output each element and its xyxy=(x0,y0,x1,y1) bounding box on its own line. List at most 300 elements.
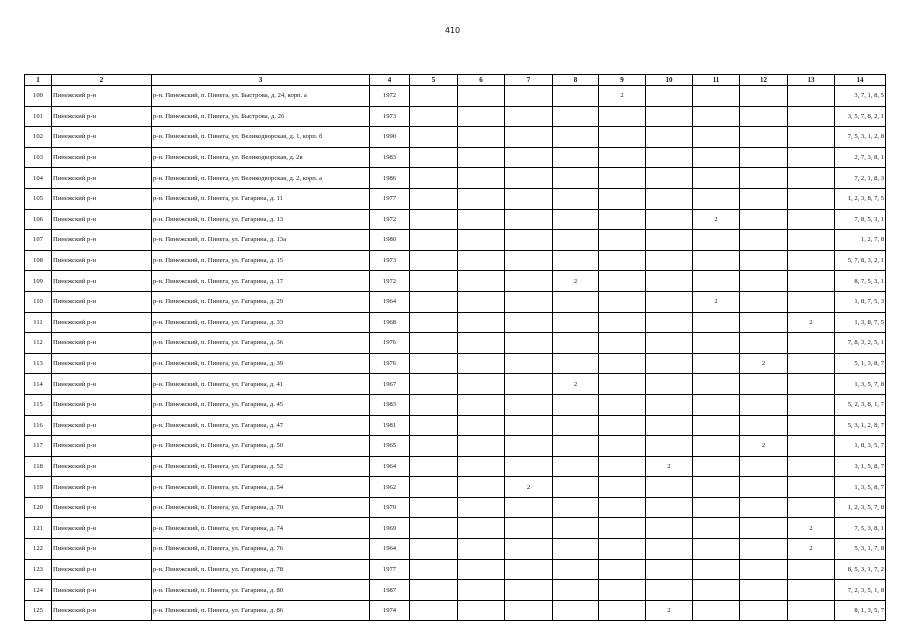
column-11-cell xyxy=(693,312,740,333)
table-row xyxy=(25,127,886,148)
column-10-cell xyxy=(646,580,693,601)
table-row xyxy=(25,456,886,477)
codes-cell: 3, 5, 7, 8, 2, 1 xyxy=(835,106,886,127)
column-11-cell xyxy=(693,497,740,518)
column-13-cell xyxy=(788,86,835,107)
column-5-cell xyxy=(410,209,458,230)
year-cell: 1972 xyxy=(370,86,410,107)
column-5-cell xyxy=(410,436,458,457)
column-9-cell xyxy=(599,147,646,168)
column-12-cell xyxy=(740,209,788,230)
year-cell: 1972 xyxy=(370,271,410,292)
column-11-cell xyxy=(693,477,740,498)
column-11-cell: 2 xyxy=(693,291,740,312)
column-11-cell xyxy=(693,86,740,107)
column-8-cell xyxy=(553,291,599,312)
column-12-cell xyxy=(740,600,788,621)
column-6-cell xyxy=(458,415,505,436)
codes-cell: 5, 3, 1, 7, 8 xyxy=(835,539,886,560)
column-9-cell xyxy=(599,250,646,271)
column-5-cell xyxy=(410,168,458,189)
address-cell: р-н. Пинежский, п. Пинега, ул. Гагарина, д. 76 xyxy=(152,539,370,560)
column-8-cell xyxy=(553,456,599,477)
column-13-cell xyxy=(788,436,835,457)
address-cell: р-н. Пинежский, п. Пинега, ул. Гагарина, д. 33 xyxy=(152,312,370,333)
column-11-cell xyxy=(693,271,740,292)
column-11-cell: 2 xyxy=(693,209,740,230)
column-13-cell: 2 xyxy=(788,312,835,333)
column-6-cell xyxy=(458,271,505,292)
column-13-cell xyxy=(788,127,835,148)
district-cell: Пинежский р-н xyxy=(52,333,152,354)
codes-cell: 1, 3, 5, 7, 8 xyxy=(835,374,886,395)
column-13-cell xyxy=(788,600,835,621)
column-7-cell xyxy=(505,559,553,580)
row-number-cell: 116 xyxy=(25,415,52,436)
district-cell: Пинежский р-н xyxy=(52,518,152,539)
column-8-cell xyxy=(553,518,599,539)
column-8-cell xyxy=(553,559,599,580)
district-cell: Пинежский р-н xyxy=(52,539,152,560)
year-cell: 1964 xyxy=(370,291,410,312)
column-header: 7 xyxy=(505,75,553,86)
column-10-cell xyxy=(646,168,693,189)
column-9-cell xyxy=(599,374,646,395)
row-number-cell: 121 xyxy=(25,518,52,539)
column-9-cell xyxy=(599,600,646,621)
column-6-cell xyxy=(458,456,505,477)
column-7-cell xyxy=(505,230,553,251)
codes-cell: 1, 8, 7, 5, 3 xyxy=(835,291,886,312)
column-12-cell xyxy=(740,168,788,189)
codes-cell: 5, 3, 1, 2, 8, 7 xyxy=(835,415,886,436)
column-9-cell xyxy=(599,188,646,209)
table-row xyxy=(25,436,886,457)
column-7-cell xyxy=(505,168,553,189)
column-7-cell xyxy=(505,415,553,436)
column-10-cell xyxy=(646,250,693,271)
district-cell: Пинежский р-н xyxy=(52,188,152,209)
district-cell: Пинежский р-н xyxy=(52,106,152,127)
column-11-cell xyxy=(693,230,740,251)
column-12-cell xyxy=(740,86,788,107)
column-8-cell xyxy=(553,497,599,518)
column-11-cell xyxy=(693,333,740,354)
year-cell: 1980 xyxy=(370,230,410,251)
district-cell: Пинежский р-н xyxy=(52,415,152,436)
address-cell: р-н. Пинежский, п. Пинега, ул. Гагарина, д. 15 xyxy=(152,250,370,271)
address-cell: р-н. Пинежский, п. Пинега, ул. Гагарина, д. 52 xyxy=(152,456,370,477)
codes-cell: 1, 2, 3, 5, 7, 8 xyxy=(835,497,886,518)
codes-cell: 7, 2, 1, 8, 3 xyxy=(835,168,886,189)
column-7-cell xyxy=(505,291,553,312)
column-12-cell xyxy=(740,250,788,271)
column-5-cell xyxy=(410,271,458,292)
table-row xyxy=(25,271,886,292)
column-9-cell xyxy=(599,456,646,477)
column-12-cell: 2 xyxy=(740,353,788,374)
codes-cell: 7, 5, 3, 1, 2, 8 xyxy=(835,127,886,148)
column-8-cell xyxy=(553,415,599,436)
table-row xyxy=(25,312,886,333)
column-10-cell xyxy=(646,312,693,333)
column-9-cell xyxy=(599,580,646,601)
column-12-cell xyxy=(740,456,788,477)
column-7-cell xyxy=(505,600,553,621)
column-11-cell xyxy=(693,456,740,477)
codes-cell: 5, 2, 3, 8, 1, 7 xyxy=(835,394,886,415)
column-7-cell xyxy=(505,333,553,354)
table-row xyxy=(25,580,886,601)
column-header: 12 xyxy=(740,75,788,86)
column-11-cell xyxy=(693,147,740,168)
district-cell: Пинежский р-н xyxy=(52,230,152,251)
row-number-cell: 111 xyxy=(25,312,52,333)
column-7-cell xyxy=(505,456,553,477)
year-cell: 1964 xyxy=(370,539,410,560)
column-5-cell xyxy=(410,394,458,415)
codes-cell: 8, 5, 3, 1, 7, 2 xyxy=(835,559,886,580)
district-cell: Пинежский р-н xyxy=(52,250,152,271)
column-9-cell xyxy=(599,353,646,374)
address-cell: р-н. Пинежский, п. Пинега, ул. Гагарина, д. 47 xyxy=(152,415,370,436)
column-9-cell xyxy=(599,127,646,148)
column-5-cell xyxy=(410,333,458,354)
row-number-cell: 105 xyxy=(25,188,52,209)
year-cell: 1976 xyxy=(370,353,410,374)
column-9-cell xyxy=(599,168,646,189)
year-cell: 1973 xyxy=(370,106,410,127)
row-number-cell: 101 xyxy=(25,106,52,127)
district-cell: Пинежский р-н xyxy=(52,127,152,148)
column-10-cell xyxy=(646,497,693,518)
table-row xyxy=(25,497,886,518)
column-7-cell xyxy=(505,86,553,107)
address-cell: р-н. Пинежский, п. Пинега, ул. Гагарина, д. 39 xyxy=(152,353,370,374)
column-header: 10 xyxy=(646,75,693,86)
table-row xyxy=(25,477,886,498)
column-5-cell xyxy=(410,600,458,621)
column-9-cell xyxy=(599,518,646,539)
address-cell: р-н. Пинежский, п. Пинега, ул. Великодворская, д. 2, корп. а xyxy=(152,168,370,189)
row-number-cell: 110 xyxy=(25,291,52,312)
column-13-cell xyxy=(788,477,835,498)
column-5-cell xyxy=(410,127,458,148)
row-number-cell: 103 xyxy=(25,147,52,168)
row-number-cell: 125 xyxy=(25,600,52,621)
row-number-cell: 112 xyxy=(25,333,52,354)
column-6-cell xyxy=(458,106,505,127)
address-cell: р-н. Пинежский, п. Пинега, ул. Гагарина, д. 78 xyxy=(152,559,370,580)
column-6-cell xyxy=(458,230,505,251)
district-cell: Пинежский р-н xyxy=(52,559,152,580)
column-12-cell xyxy=(740,477,788,498)
column-10-cell xyxy=(646,415,693,436)
column-8-cell xyxy=(553,168,599,189)
row-number-cell: 114 xyxy=(25,374,52,395)
year-cell: 1983 xyxy=(370,394,410,415)
codes-cell: 7, 5, 3, 8, 1 xyxy=(835,518,886,539)
codes-cell: 8, 7, 5, 3, 1 xyxy=(835,271,886,292)
column-8-cell xyxy=(553,188,599,209)
year-cell: 1976 xyxy=(370,333,410,354)
row-number-cell: 120 xyxy=(25,497,52,518)
column-10-cell: 2 xyxy=(646,456,693,477)
column-6-cell xyxy=(458,168,505,189)
column-12-cell xyxy=(740,539,788,560)
table-row xyxy=(25,86,886,107)
table-row xyxy=(25,539,886,560)
year-cell: 1968 xyxy=(370,312,410,333)
column-10-cell xyxy=(646,477,693,498)
column-13-cell xyxy=(788,209,835,230)
column-10-cell xyxy=(646,394,693,415)
table-row xyxy=(25,168,886,189)
column-8-cell xyxy=(553,312,599,333)
column-13-cell xyxy=(788,333,835,354)
column-6-cell xyxy=(458,559,505,580)
year-cell: 1974 xyxy=(370,600,410,621)
column-9-cell xyxy=(599,497,646,518)
table-row xyxy=(25,518,886,539)
column-8-cell xyxy=(553,127,599,148)
codes-cell: 7, 2, 3, 5, 1, 8 xyxy=(835,580,886,601)
address-cell: р-н. Пинежский, п. Пинега, ул. Великодворская, д. 2в xyxy=(152,147,370,168)
column-5-cell xyxy=(410,477,458,498)
column-11-cell xyxy=(693,436,740,457)
column-12-cell xyxy=(740,127,788,148)
row-number-cell: 118 xyxy=(25,456,52,477)
column-12-cell xyxy=(740,106,788,127)
column-8-cell xyxy=(553,106,599,127)
column-10-cell xyxy=(646,209,693,230)
district-cell: Пинежский р-н xyxy=(52,147,152,168)
column-9-cell xyxy=(599,333,646,354)
row-number-cell: 104 xyxy=(25,168,52,189)
column-8-cell xyxy=(553,580,599,601)
column-7-cell xyxy=(505,539,553,560)
column-5-cell xyxy=(410,580,458,601)
year-cell: 1967 xyxy=(370,374,410,395)
column-11-cell xyxy=(693,353,740,374)
column-12-cell xyxy=(740,497,788,518)
column-12-cell xyxy=(740,580,788,601)
column-header: 8 xyxy=(553,75,599,86)
year-cell: 1981 xyxy=(370,415,410,436)
column-13-cell xyxy=(788,456,835,477)
column-12-cell xyxy=(740,518,788,539)
address-cell: р-н. Пинежский, п. Пинега, ул. Гагарина, д. 29 xyxy=(152,291,370,312)
address-cell: р-н. Пинежский, п. Пинега, ул. Гагарина, д. 80 xyxy=(152,580,370,601)
column-9-cell xyxy=(599,436,646,457)
column-13-cell: 2 xyxy=(788,539,835,560)
row-number-cell: 106 xyxy=(25,209,52,230)
district-cell: Пинежский р-н xyxy=(52,456,152,477)
column-7-cell xyxy=(505,188,553,209)
column-6-cell xyxy=(458,291,505,312)
year-cell: 1987 xyxy=(370,580,410,601)
column-12-cell: 2 xyxy=(740,436,788,457)
column-11-cell xyxy=(693,250,740,271)
row-number-cell: 113 xyxy=(25,353,52,374)
district-cell: Пинежский р-н xyxy=(52,353,152,374)
address-cell: р-н. Пинежский, п. Пинега, ул. Гагарина, д. 45 xyxy=(152,394,370,415)
column-6-cell xyxy=(458,333,505,354)
address-cell: р-н. Пинежский, п. Пинега, ул. Великодворская, д. 1, корп. б xyxy=(152,127,370,148)
registry-table xyxy=(24,74,886,621)
column-11-cell xyxy=(693,518,740,539)
column-13-cell xyxy=(788,291,835,312)
column-7-cell xyxy=(505,353,553,374)
column-6-cell xyxy=(458,250,505,271)
district-cell: Пинежский р-н xyxy=(52,600,152,621)
table-row xyxy=(25,230,886,251)
column-13-cell: 2 xyxy=(788,518,835,539)
column-header: 3 xyxy=(152,75,370,86)
column-13-cell xyxy=(788,559,835,580)
column-13-cell xyxy=(788,374,835,395)
column-12-cell xyxy=(740,271,788,292)
column-10-cell xyxy=(646,333,693,354)
codes-cell: 1, 3, 8, 7, 5 xyxy=(835,312,886,333)
table-row xyxy=(25,353,886,374)
codes-cell: 3, 7, 1, 8, 5 xyxy=(835,86,886,107)
address-cell: р-н. Пинежский, п. Пинега, ул. Быстрова, д. 24, корп. а xyxy=(152,86,370,107)
codes-cell: 2, 7, 3, 8, 1 xyxy=(835,147,886,168)
year-cell: 1977 xyxy=(370,559,410,580)
column-5-cell xyxy=(410,250,458,271)
column-8-cell: 2 xyxy=(553,271,599,292)
year-cell: 1965 xyxy=(370,436,410,457)
codes-cell: 1, 2, 7, 8 xyxy=(835,230,886,251)
column-13-cell xyxy=(788,580,835,601)
table-row xyxy=(25,106,886,127)
column-11-cell xyxy=(693,374,740,395)
column-6-cell xyxy=(458,600,505,621)
column-header: 9 xyxy=(599,75,646,86)
column-6-cell xyxy=(458,312,505,333)
column-6-cell xyxy=(458,353,505,374)
column-5-cell xyxy=(410,374,458,395)
column-7-cell xyxy=(505,250,553,271)
column-13-cell xyxy=(788,394,835,415)
column-header: 14 xyxy=(835,75,886,86)
column-11-cell xyxy=(693,559,740,580)
table-row xyxy=(25,374,886,395)
district-cell: Пинежский р-н xyxy=(52,436,152,457)
column-5-cell xyxy=(410,291,458,312)
column-10-cell xyxy=(646,106,693,127)
district-cell: Пинежский р-н xyxy=(52,209,152,230)
column-6-cell xyxy=(458,436,505,457)
district-cell: Пинежский р-н xyxy=(52,86,152,107)
codes-cell: 7, 8, 3, 2, 5, 1 xyxy=(835,333,886,354)
address-cell: р-н. Пинежский, п. Пинега, ул. Быстрова, д. 26 xyxy=(152,106,370,127)
column-5-cell xyxy=(410,497,458,518)
column-8-cell xyxy=(553,333,599,354)
column-7-cell xyxy=(505,147,553,168)
district-cell: Пинежский р-н xyxy=(52,394,152,415)
column-5-cell xyxy=(410,456,458,477)
column-7-cell xyxy=(505,127,553,148)
column-header: 1 xyxy=(25,75,52,86)
column-6-cell xyxy=(458,497,505,518)
column-5-cell xyxy=(410,188,458,209)
table-header-row xyxy=(25,75,886,86)
row-number-cell: 100 xyxy=(25,86,52,107)
column-9-cell xyxy=(599,291,646,312)
column-7-cell xyxy=(505,312,553,333)
row-number-cell: 102 xyxy=(25,127,52,148)
column-11-cell xyxy=(693,415,740,436)
table-row xyxy=(25,147,886,168)
column-13-cell xyxy=(788,271,835,292)
district-cell: Пинежский р-н xyxy=(52,168,152,189)
column-header: 6 xyxy=(458,75,505,86)
column-header: 13 xyxy=(788,75,835,86)
row-number-cell: 109 xyxy=(25,271,52,292)
column-8-cell xyxy=(553,394,599,415)
column-13-cell xyxy=(788,353,835,374)
column-5-cell xyxy=(410,86,458,107)
column-11-cell xyxy=(693,188,740,209)
year-cell: 1977 xyxy=(370,188,410,209)
column-13-cell xyxy=(788,147,835,168)
column-9-cell xyxy=(599,271,646,292)
column-13-cell xyxy=(788,250,835,271)
column-5-cell xyxy=(410,312,458,333)
column-10-cell xyxy=(646,86,693,107)
table-row xyxy=(25,209,886,230)
table-row xyxy=(25,600,886,621)
column-10-cell xyxy=(646,230,693,251)
column-11-cell xyxy=(693,106,740,127)
row-number-cell: 123 xyxy=(25,559,52,580)
address-cell: р-н. Пинежский, п. Пинега, ул. Гагарина, д. 74 xyxy=(152,518,370,539)
district-cell: Пинежский р-н xyxy=(52,580,152,601)
column-10-cell: 2 xyxy=(646,600,693,621)
column-header: 5 xyxy=(410,75,458,86)
column-10-cell xyxy=(646,436,693,457)
row-number-cell: 122 xyxy=(25,539,52,560)
column-8-cell xyxy=(553,147,599,168)
column-11-cell xyxy=(693,539,740,560)
column-10-cell xyxy=(646,147,693,168)
column-8-cell xyxy=(553,600,599,621)
row-number-cell: 115 xyxy=(25,394,52,415)
column-9-cell xyxy=(599,209,646,230)
column-7-cell xyxy=(505,497,553,518)
column-6-cell xyxy=(458,147,505,168)
column-10-cell xyxy=(646,271,693,292)
row-number-cell: 124 xyxy=(25,580,52,601)
column-header: 11 xyxy=(693,75,740,86)
column-5-cell xyxy=(410,106,458,127)
table-row xyxy=(25,250,886,271)
column-6-cell xyxy=(458,580,505,601)
year-cell: 1962 xyxy=(370,477,410,498)
column-8-cell xyxy=(553,230,599,251)
column-5-cell xyxy=(410,230,458,251)
table-body xyxy=(25,86,886,621)
column-8-cell xyxy=(553,436,599,457)
column-13-cell xyxy=(788,188,835,209)
codes-cell: 1, 8, 3, 5, 7 xyxy=(835,436,886,457)
column-header: 2 xyxy=(52,75,152,86)
address-cell: р-н. Пинежский, п. Пинега, ул. Гагарина, д. 70 xyxy=(152,497,370,518)
address-cell: р-н. Пинежский, п. Пинега, ул. Гагарина, д. 50 xyxy=(152,436,370,457)
row-number-cell: 108 xyxy=(25,250,52,271)
